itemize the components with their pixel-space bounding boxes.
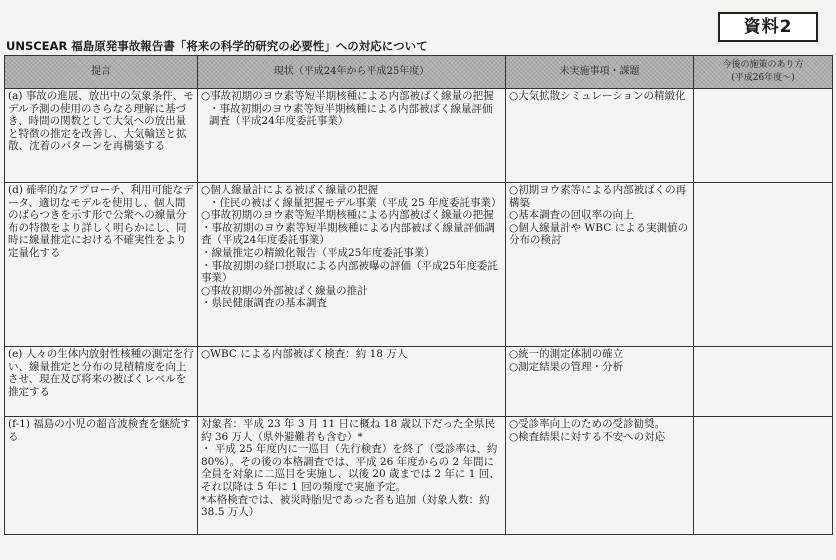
table-row (5, 417, 833, 535)
future-policy-cell (694, 347, 833, 417)
page-title: UNSCEAR 福島原発事故報告書「将来の科学的研究の必要性」への対応について (6, 39, 428, 53)
status-item: 対象者：平成 23 年 3 月 11 日に概ね 18 歳以下だった全県民約 36 万人（県外避難者も含む）* (201, 418, 495, 443)
header-future-policy (694, 56, 833, 89)
issue-item: ○初期ヨウ素等による内部被ばくの再構築 (509, 184, 687, 209)
report-table (4, 55, 833, 535)
header-proposal: 提言 (5, 56, 198, 89)
issue-item: ○測定結果の管理・分析 (509, 360, 624, 373)
status-item: ○事故初期のヨウ素等短半期核種による内部被ばく線量の把握 (201, 90, 494, 102)
status-cell (198, 417, 506, 535)
issue-item: ○大気拡散シミュレーションの精緻化 (509, 90, 686, 102)
status-item: ○個人線量計による被ばく線量の把握 (201, 184, 379, 196)
proposal-cell: (f-1) 福島の小児の超音波検査を継続する (5, 417, 198, 535)
status-cell (198, 183, 506, 347)
future-policy-cell (694, 183, 833, 347)
table-row (5, 183, 833, 347)
future-policy-cell (694, 89, 833, 183)
issues-cell (506, 89, 694, 183)
issue-item: ○基本調査の回収率の向上 (509, 209, 634, 222)
header-future-policy-line1: 今後の施策のあり方 (722, 60, 804, 71)
proposal-cell: (e) 人々の生体内放射性核種の測定を行い、線量推定と分布の見積精度を向上させ、現在及び将来の被ばくレベルを推定する (5, 347, 198, 417)
status-item: ・線量推定の精緻化報告（平成25年度委託事業） (201, 246, 435, 259)
issues-cell (506, 347, 694, 417)
header-issues: 未実施事項・課題 (506, 56, 694, 89)
status-item: ・ 平成 25 年度内に一巡目（先行検査）を終了（受診率は、約 80%）。その後の本格調査では、平成 26 年度からの 2 年間に全員を対象に二巡目を実施し、以後 20 歳までは 2 年に 1 回、それ以降は 5 年に 1 回の頻度で実施予定。 (201, 443, 500, 493)
issue-item: ○検査結果に対する不安への対応 (509, 430, 666, 443)
issues-cell (506, 183, 694, 347)
document-id-badge: 資料2 (718, 12, 818, 42)
status-cell (198, 89, 506, 183)
issues-cell (506, 417, 694, 535)
status-item: *本格検査では、被災時胎児であった者も追加（対象人数：約 38.5 万人） (201, 493, 490, 519)
table-header-row (5, 56, 833, 89)
status-cell (198, 347, 506, 417)
status-item: ・事故初期のヨウ素等短半期核種による内部被ばく線量評価調査（平成24年度委託事業） (201, 221, 495, 247)
table-row (5, 347, 833, 417)
issue-item: ○受診率向上のための受診勧奨。 (509, 418, 666, 430)
issue-item: ○個人線量計や WBC による実測値の分布の検討 (509, 221, 689, 247)
status-item: ・事故初期の経口摂取による内部被曝の評価（平成25年度委託事業） (201, 259, 498, 285)
status-item: ・県民健康調査の基本調査 (201, 297, 327, 310)
proposal-cell: (a) 事故の進展、放出中の気象条件、モデル予測の使用のさらなる理解に基づき、時間の関数として大気への放出量と特徴の推定を改善し、大気輸送と拡散、沈着のパターンを再構築する (5, 89, 198, 183)
status-item: ・住民の被ばく線量把握モデル事業（平成 25 年度委託事業） (209, 196, 502, 209)
issue-item: ○統一的測定体制の確立 (509, 348, 624, 360)
future-policy-cell (694, 417, 833, 535)
table-row (5, 89, 833, 183)
status-item: ○事故初期のヨウ素等短半期核種による内部被ばく線量の把握 (201, 209, 494, 222)
status-item: ・事故初期のヨウ素等短半期核種による内部被ばく線量評価調査（平成24年度委託事業） (209, 102, 493, 128)
header-status: 現状（平成24年から平成25年度） (198, 56, 506, 89)
proposal-cell: (d) 確率的なアプローチ、利用可能なデータ、適切なモデルを使用し、個人間のばらつきを示す形で公衆への線量分布の特徴をより詳しく明らかにし、同時に線量推定における不確実性をより定量化する (5, 183, 198, 347)
status-item: ○WBC による内部被ばく検査：約 18 万人 (201, 348, 408, 360)
header-future-policy-line2: (平成26年度〜) (731, 73, 795, 83)
status-item: ○事故初期の外部被ばく線量の推計 (201, 284, 368, 297)
